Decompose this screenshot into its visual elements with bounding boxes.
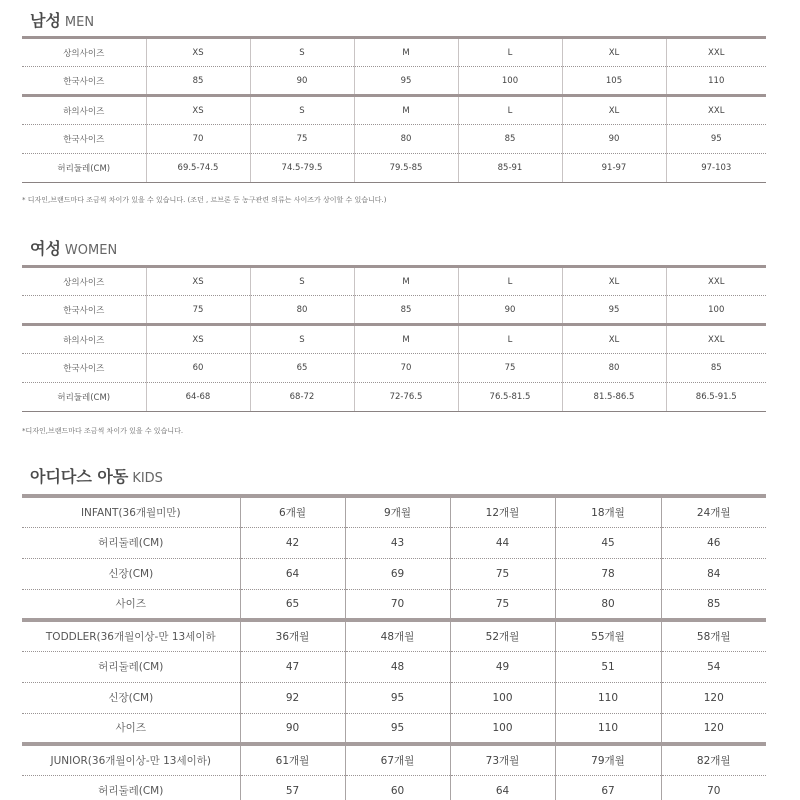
row-label: 한국사이즈 — [22, 354, 146, 383]
table-cell: 51 — [555, 651, 661, 682]
table-row — [22, 527, 766, 558]
table-row — [22, 496, 766, 527]
table-cell: 64 — [240, 558, 345, 589]
table-cell: 100 — [666, 296, 766, 325]
table-cell: L — [458, 325, 562, 354]
table-cell: 64 — [450, 775, 555, 800]
table-cell: 24개월 — [661, 496, 766, 527]
table-cell: 76.5-81.5 — [458, 383, 562, 412]
row-label: 사이즈 — [22, 589, 240, 620]
table-cell: XL — [562, 38, 666, 67]
table-cell: 85 — [458, 125, 562, 154]
row-label: INFANT(36개월미만) — [22, 496, 240, 527]
table-cell: 72-76.5 — [354, 383, 458, 412]
table-cell: 57 — [240, 775, 345, 800]
table-cell: 44 — [450, 527, 555, 558]
table-cell: 85 — [661, 589, 766, 620]
table-row — [22, 354, 766, 383]
table-cell: S — [250, 38, 354, 67]
table-cell: 75 — [458, 354, 562, 383]
women-title-en: WOMEN — [64, 243, 118, 258]
row-label: 하의사이즈 — [22, 325, 146, 354]
table-row — [22, 125, 766, 154]
kids-title-ko: 아디다스 아동 — [30, 467, 129, 486]
row-label: 한국사이즈 — [22, 67, 146, 96]
table-cell: L — [458, 38, 562, 67]
table-cell: 47 — [240, 651, 345, 682]
table-cell: 67개월 — [345, 744, 450, 775]
table-cell: XL — [562, 325, 666, 354]
table-cell: 80 — [555, 589, 661, 620]
table-cell: 95 — [345, 682, 450, 713]
table-cell: 69 — [345, 558, 450, 589]
table-cell: 54 — [661, 651, 766, 682]
table-cell: 120 — [661, 682, 766, 713]
table-cell: S — [250, 325, 354, 354]
table-row — [22, 620, 766, 651]
table-cell: 74.5-79.5 — [250, 154, 354, 183]
table-cell: 85 — [354, 296, 458, 325]
table-cell: 85-91 — [458, 154, 562, 183]
women-size-table — [22, 265, 766, 412]
table-cell: 75 — [250, 125, 354, 154]
table-cell: 97-103 — [666, 154, 766, 183]
table-row — [22, 154, 766, 183]
row-label: 허리둘레(CM) — [22, 651, 240, 682]
row-label: 신장(CM) — [22, 558, 240, 589]
table-cell: 70 — [345, 589, 450, 620]
table-cell: 6개월 — [240, 496, 345, 527]
table-cell: 90 — [250, 67, 354, 96]
table-cell: XS — [146, 325, 250, 354]
table-cell: 95 — [562, 296, 666, 325]
row-label: 상의사이즈 — [22, 267, 146, 296]
table-row — [22, 775, 766, 800]
table-cell: 42 — [240, 527, 345, 558]
table-row — [22, 651, 766, 682]
table-cell: 60 — [345, 775, 450, 800]
row-label: JUNIOR(36개월이상-만 13세이하) — [22, 744, 240, 775]
table-cell: 70 — [354, 354, 458, 383]
table-cell: 105 — [562, 67, 666, 96]
table-cell: 78 — [555, 558, 661, 589]
men-title-en: MEN — [64, 15, 95, 30]
table-cell: 18개월 — [555, 496, 661, 527]
table-cell: 67 — [555, 775, 661, 800]
row-label: 허리둘레(CM) — [22, 154, 146, 183]
table-cell: 86.5-91.5 — [666, 383, 766, 412]
table-cell: XL — [562, 96, 666, 125]
table-cell: 92 — [240, 682, 345, 713]
table-cell: XXL — [666, 267, 766, 296]
table-cell: XXL — [666, 38, 766, 67]
table-cell: 100 — [450, 713, 555, 744]
table-cell: 43 — [345, 527, 450, 558]
row-label: 허리둘레(CM) — [22, 775, 240, 800]
table-cell: XXL — [666, 325, 766, 354]
table-cell: 91-97 — [562, 154, 666, 183]
table-cell: 65 — [250, 354, 354, 383]
table-cell: XL — [562, 267, 666, 296]
table-cell: 12개월 — [450, 496, 555, 527]
table-cell: 65 — [240, 589, 345, 620]
table-cell: 64-68 — [146, 383, 250, 412]
table-cell: 90 — [562, 125, 666, 154]
table-cell: 82개월 — [661, 744, 766, 775]
table-row — [22, 713, 766, 744]
table-cell: M — [354, 96, 458, 125]
table-cell: L — [458, 96, 562, 125]
table-cell: XS — [146, 267, 250, 296]
row-label: 한국사이즈 — [22, 125, 146, 154]
table-cell: 80 — [354, 125, 458, 154]
table-cell: 45 — [555, 527, 661, 558]
table-cell: 110 — [555, 682, 661, 713]
table-row — [22, 67, 766, 96]
table-cell: XXL — [666, 96, 766, 125]
table-cell: 69.5-74.5 — [146, 154, 250, 183]
table-cell: 79개월 — [555, 744, 661, 775]
table-cell: XS — [146, 96, 250, 125]
row-label: 하의사이즈 — [22, 96, 146, 125]
table-cell: 100 — [450, 682, 555, 713]
table-row — [22, 296, 766, 325]
table-cell: 60 — [146, 354, 250, 383]
table-cell: 110 — [555, 713, 661, 744]
table-cell: 36개월 — [240, 620, 345, 651]
table-cell: 100 — [458, 67, 562, 96]
table-cell: 85 — [666, 354, 766, 383]
table-cell: 75 — [146, 296, 250, 325]
kids-size-table — [22, 494, 766, 800]
table-cell: 61개월 — [240, 744, 345, 775]
table-cell: 95 — [666, 125, 766, 154]
table-cell: M — [354, 267, 458, 296]
table-cell: 75 — [450, 558, 555, 589]
men-note: * 디자인,브랜드마다 조금씩 차이가 있을 수 있습니다. (조던 , 르브론 등 농구관련 의류는 사이즈가 상이할 수 있습니다.) — [22, 196, 387, 204]
table-cell: M — [354, 38, 458, 67]
kids-section-title — [30, 464, 163, 487]
table-cell: 48개월 — [345, 620, 450, 651]
table-cell: M — [354, 325, 458, 354]
table-row — [22, 325, 766, 354]
table-cell: S — [250, 96, 354, 125]
women-title-ko: 여성 — [30, 239, 61, 258]
table-row — [22, 744, 766, 775]
table-cell: 95 — [345, 713, 450, 744]
table-cell: 80 — [250, 296, 354, 325]
row-label: 허리둘레(CM) — [22, 383, 146, 412]
table-cell: 90 — [240, 713, 345, 744]
table-row — [22, 383, 766, 412]
row-label: 사이즈 — [22, 713, 240, 744]
table-row — [22, 682, 766, 713]
table-cell: 80 — [562, 354, 666, 383]
table-row — [22, 589, 766, 620]
table-cell: 120 — [661, 713, 766, 744]
table-cell: 95 — [354, 67, 458, 96]
table-cell: 48 — [345, 651, 450, 682]
kids-title-en: KIDS — [132, 471, 163, 486]
row-label: TODDLER(36개월이상-만 13세이하 — [22, 620, 240, 651]
row-label: 상의사이즈 — [22, 38, 146, 67]
table-cell: 90 — [458, 296, 562, 325]
table-cell: 68-72 — [250, 383, 354, 412]
table-cell: 84 — [661, 558, 766, 589]
men-section-title — [30, 8, 94, 31]
table-cell: 81.5-86.5 — [562, 383, 666, 412]
row-label: 신장(CM) — [22, 682, 240, 713]
table-cell: L — [458, 267, 562, 296]
table-cell: S — [250, 267, 354, 296]
table-cell: 52개월 — [450, 620, 555, 651]
table-cell: 55개월 — [555, 620, 661, 651]
table-cell: 85 — [146, 67, 250, 96]
table-cell: XS — [146, 38, 250, 67]
table-cell: 46 — [661, 527, 766, 558]
women-section-title — [30, 236, 117, 259]
table-cell: 58개월 — [661, 620, 766, 651]
table-cell: 110 — [666, 67, 766, 96]
table-cell: 79.5-85 — [354, 154, 458, 183]
table-row — [22, 38, 766, 67]
men-size-table — [22, 36, 766, 183]
table-cell: 73개월 — [450, 744, 555, 775]
table-cell: 49 — [450, 651, 555, 682]
row-label: 한국사이즈 — [22, 296, 146, 325]
women-note: *디자인,브랜드마다 조금씩 차이가 있을 수 있습니다. — [22, 427, 184, 435]
men-title-ko: 남성 — [30, 11, 61, 30]
table-row — [22, 558, 766, 589]
table-cell: 70 — [146, 125, 250, 154]
table-cell: 75 — [450, 589, 555, 620]
table-row — [22, 96, 766, 125]
table-cell: 70 — [661, 775, 766, 800]
table-row — [22, 267, 766, 296]
table-cell: 9개월 — [345, 496, 450, 527]
row-label: 허리둘레(CM) — [22, 527, 240, 558]
